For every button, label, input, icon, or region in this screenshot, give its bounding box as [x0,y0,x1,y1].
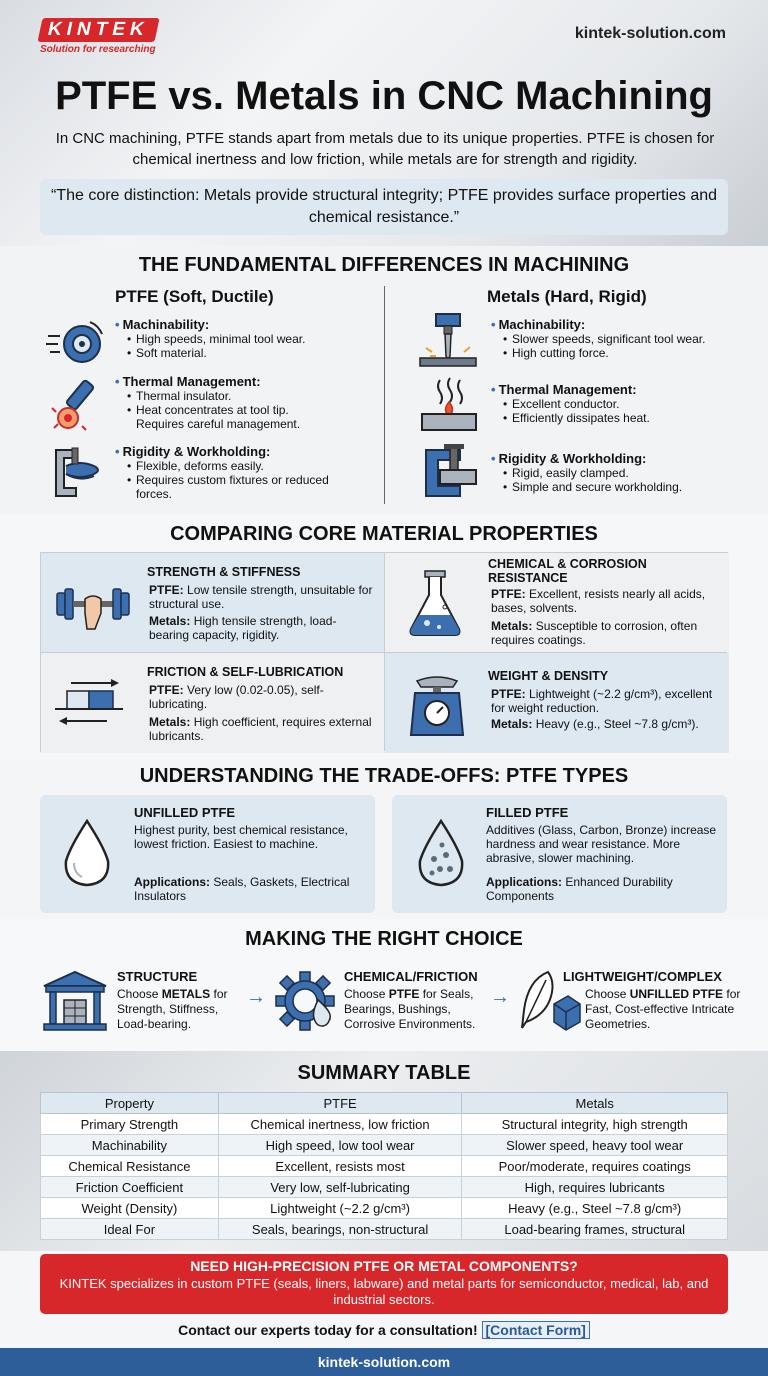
table-cell: Load-bearing frames, structural [462,1219,728,1240]
table-header-row [41,1093,728,1114]
cta-banner [40,1254,728,1314]
table-cell: Primary Strength [41,1114,219,1135]
choice-structure-title: STRUCTURE [117,969,198,984]
choice-chemical-text: Choose PTFE for Seals, Bearings, Bushings, Corrosive Environments. [344,987,476,1031]
clamp-flexible-icon [46,444,106,502]
grid-h-divider [41,652,727,653]
key-quote: “The core distinction: Metals provide structural integrity; PTFE provides surface properties and chemical resistance.” [40,179,728,235]
properties-grid [40,552,728,752]
unfilled-ptfe-applications: Applications: Seals, Gaskets, Electrical Insulators [134,875,350,903]
table-cell: Heavy (e.g., Steel ~7.8 g/cm³) [462,1198,728,1219]
ptfe-column-heading: PTFE (Soft, Ductile) [115,287,274,306]
gear-drop-icon [274,970,336,1032]
choice-lightweight-title: LIGHTWEIGHT/COMPLEX [563,969,722,984]
logo-wordmark: KINTEK [37,18,159,42]
flask-icon [405,569,465,637]
summary-title: SUMMARY TABLE [297,1062,471,1084]
page-title: PTFE vs. Metals in CNC Machining [55,74,713,118]
property-cell-strength: STRENGTH & STIFFNESS PTFE: Low tensile strength, unsuitable for structural use. Metals: High tensile strength, load-bearing capacity, rigidity. [41,553,385,653]
differences-title: THE FUNDAMENTAL DIFFERENCES IN MACHINING [138,254,630,276]
property-cell-chemical: CHEMICAL & CORROSION RESISTANCE PTFE: Excellent, resists nearly all acids, bases, solvents. Metals: Susceptible to corrosion, often requires coatings. [385,553,729,653]
table-cell: High speed, low tool wear [218,1135,462,1156]
table-row [41,1198,728,1219]
metals-machinability: • Machinability: • Slower speeds, significant tool wear. • High cutting force. [491,317,761,360]
arrow-right-icon: → [490,986,510,1008]
table-cell: Friction Coefficient [41,1177,219,1198]
hot-tool-tip-icon [48,378,104,434]
column-header: Property [41,1093,219,1114]
table-cell: Weight (Density) [41,1198,219,1219]
scale-icon [407,671,467,737]
table-cell: Chemical Resistance [41,1156,219,1177]
table-cell: Chemical inertness, low friction [218,1114,462,1135]
footer-site-url[interactable]: kintek-solution.com [0,1348,768,1376]
site-url-top[interactable]: kintek-solution.com [574,25,726,42]
ptfe-thermal-management: • Thermal Management: • Thermal insulator. • Heat concentrates at tool tip. Requires careful management. [115,374,375,431]
summary-table [40,1092,728,1240]
cta-text: KINTEK specializes in custom PTFE (seals, liners, labware) and metal parts for semiconductor, medical, lab, and industrial sectors. [59,1276,709,1307]
properties-title: COMPARING CORE MATERIAL PROPERTIES [170,523,598,545]
table-row [41,1177,728,1198]
filled-ptfe-text: Additives (Glass, Carbon, Bronze) increase hardness and wear resistance. More abrasive, slower machining. [486,823,717,865]
filled-ptfe-card [392,795,727,913]
table-row [41,1219,728,1240]
contact-line [0,1321,768,1339]
clear-drop-icon [62,819,112,887]
unfilled-ptfe-title: UNFILLED PTFE [134,805,236,820]
table-cell: Structural integrity, high strength [462,1114,728,1135]
ptfe-rigidity-workholding: • Rigidity & Workholding: • Flexible, deforms easily. • Requires custom fixtures or reduced forces. [115,444,375,501]
table-cell: Lightweight (~2.2 g/cm³) [218,1198,462,1219]
cta-title: NEED HIGH-PRECISION PTFE OR METAL COMPONENTS? [190,1258,578,1274]
sliding-blocks-icon [53,679,125,727]
table-cell: Excellent, resists most [218,1156,462,1177]
metals-thermal-management: • Thermal Management: • Excellent conductor. • Efficiently dissipates heat. [491,382,751,425]
choice-chemical-title: CHEMICAL/FRICTION [344,969,478,984]
unfilled-ptfe-text: Highest purity, best chemical resistance, lowest friction. Easiest to machine. [134,823,348,851]
spinning-tool-icon [46,318,104,368]
property-cell-weight: WEIGHT & DENSITY PTFE: Lightweight (~2.2 g/cm³), excellent for weight reduction. Metals: Heavy (e.g., Steel ~7.8 g/cm³). [385,653,729,753]
property-cell-friction: FRICTION & SELF-LUBRICATION PTFE: Very low (0.02-0.05), self-lubricating. Metals: High coefficient, requires external lubricants. [41,653,385,753]
clamp-rigid-icon [420,444,480,502]
choice-structure-text: Choose METALS for Strength, Stiffness, Load-bearing. [117,987,228,1031]
filled-ptfe-applications: Applications: Enhanced Durability Components [486,875,673,903]
kintek-logo[interactable] [40,18,180,55]
table-cell: Machinability [41,1135,219,1156]
metals-rigidity-workholding: • Rigidity & Workholding: • Rigid, easily clamped. • Simple and secure workholding. [491,451,751,494]
table-cell: Ideal For [41,1219,219,1240]
column-header: Metals [462,1093,728,1114]
filled-ptfe-title: FILLED PTFE [486,805,569,820]
building-icon [42,970,108,1032]
drill-bit-icon [418,312,478,368]
tradeoffs-title: UNDERSTANDING THE TRADE-OFFS: PTFE TYPES [139,765,629,787]
heat-dissipation-icon [420,376,478,432]
arrow-right-icon: → [246,986,266,1008]
unfilled-ptfe-card [40,795,375,913]
metals-column-heading: Metals (Hard, Rigid) [487,287,647,306]
table-cell: High, requires lubricants [462,1177,728,1198]
filled-drop-icon [416,819,466,887]
intro-text: In CNC machining, PTFE stands apart from metals due to its unique properties. PTFE is chosen for chemical inertness and low friction, while metals are for strength and rigidity. [55,130,715,168]
table-row [41,1114,728,1135]
contact-form-button[interactable]: [Contact Form] [482,1321,590,1339]
table-cell: Slower speed, heavy tool wear [462,1135,728,1156]
column-divider [384,286,385,504]
table-row [41,1135,728,1156]
logo-tagline: Solution for researching [40,44,156,55]
table-row [41,1156,728,1177]
choice-title: MAKING THE RIGHT CHOICE [245,928,523,950]
contact-text: Contact our experts today for a consultation! [178,1322,478,1338]
table-cell: Poor/moderate, requires coatings [462,1156,728,1177]
table-cell: Seals, bearings, non-structural [218,1219,462,1240]
column-header: PTFE [218,1093,462,1114]
choice-lightweight-text: Choose UNFILLED PTFE for Fast, Cost-effective Intricate Geometries. [585,987,741,1031]
ptfe-machinability: • Machinability: • High speeds, minimal tool wear. • Soft material. [115,317,365,360]
table-cell: Very low, self-lubricating [218,1177,462,1198]
dumbbell-icon [55,579,131,631]
